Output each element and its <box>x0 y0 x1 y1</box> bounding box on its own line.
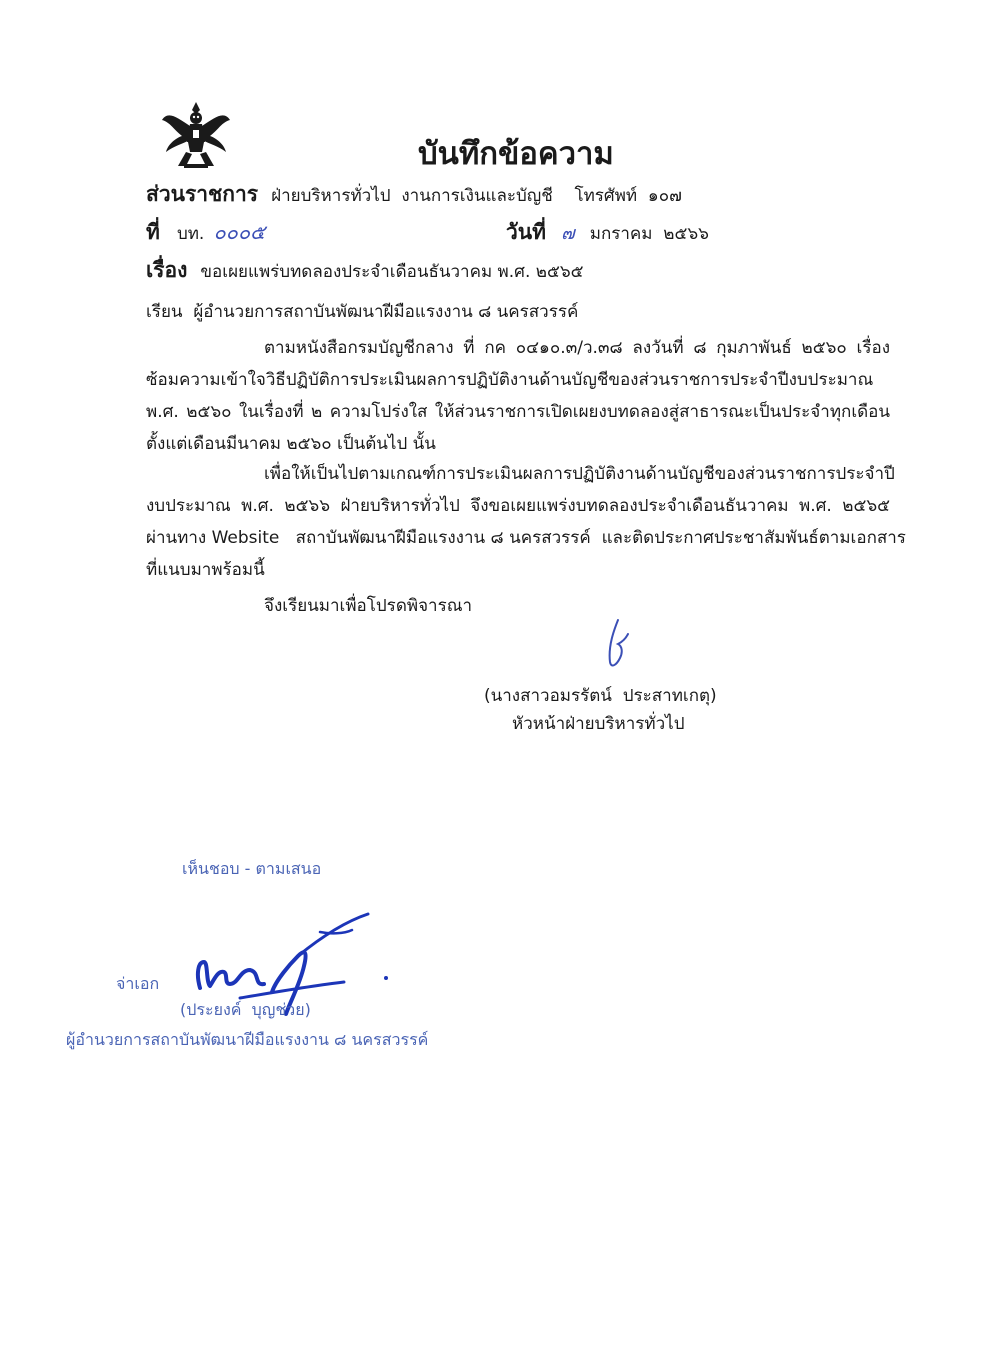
subject-value: ขอเผยแพร่บทดลองประจำเดือนธันวาคม พ.ศ. ๒๕๖๕ <box>200 262 584 282</box>
paragraph-line: ผ่านทาง Website สถาบันพัฒนาฝีมือแรงงาน ๘ นครสวรรค์ และติดประกาศประชาสัมพันธ์ตามเอกสาร <box>146 528 906 548</box>
paragraph-line: ตามหนังสือกรมบัญชีกลาง ที่ กค ๐๔๑๐.๓/ว.๓๘ ลงวันที่ ๘ กุมภาพันธ์ ๒๕๖๐ เรื่อง <box>264 338 890 358</box>
paragraph-line: ซ้อมความเข้าใจวิธีปฏิบัติการประเมินผลการปฏิบัติงานด้านบัญชีของส่วนราชการประจำปีงบประมาณ <box>146 370 874 390</box>
approver-name: (ประยงค์ บุญช่วย) <box>180 1000 311 1019</box>
approver-position: ผู้อำนวยการสถาบันพัฒนาฝีมือแรงงาน ๘ นครสวรรค์ <box>66 1030 429 1049</box>
subject-label: เรื่อง <box>146 258 188 282</box>
ref-prefix: บท. <box>176 224 205 244</box>
date-label: วันที่ <box>506 220 546 244</box>
garuda-emblem-icon <box>160 100 232 170</box>
subject-row <box>146 254 584 287</box>
approval-comment: เห็นชอบ - ตามเสนอ <box>182 859 322 878</box>
paragraph-line: เพื่อให้เป็นไปตามเกณฑ์การประเมินผลการปฏิบัติงานด้านบัญชีของส่วนราชการประจำปี <box>264 464 895 484</box>
ref-label: ที่ <box>146 220 160 244</box>
date-day: ๗ <box>561 223 575 244</box>
agency-row <box>146 178 682 211</box>
paragraph-line: งบประมาณ พ.ศ. ๒๕๖๖ ฝ่ายบริหารทั่วไป จึงขอเผยแพร่งบทดลองประจำเดือนธันวาคม พ.ศ. ๒๕๖๕ <box>146 496 890 516</box>
ref-number: ๐๐๐๕ <box>213 220 266 244</box>
signer-signature <box>596 616 636 672</box>
salutation: เรียน ผู้อำนวยการสถาบันพัฒนาฝีมือแรงงาน ๘ นครสวรรค์ <box>146 302 579 322</box>
paragraph-line: พ.ศ. ๒๕๖๐ ในเรื่องที่ ๒ ความโปร่งใส ให้ส่วนราชการเปิดเผยงบทดลองสู่สาธารณะเป็นประจำทุกเดือน <box>146 402 890 422</box>
signer-name: (นางสาวอมรรัตน์ ประสาทเกตุ) <box>484 686 717 706</box>
closing-line: จึงเรียนมาเพื่อโปรดพิจารณา <box>264 596 473 616</box>
signer-position: หัวหน้าฝ่ายบริหารทั่วไป <box>512 714 685 734</box>
paragraph-line: ตั้งแต่เดือนมีนาคม ๒๕๖๐ เป็นต้นไป นั้น <box>146 434 436 454</box>
page-title: บันทึกข้อความ <box>418 136 614 172</box>
paragraph-line: ที่แนบมาพร้อมนี้ <box>146 560 265 580</box>
body-paragraph-1 <box>146 332 890 460</box>
agency-value: ฝ่ายบริหารทั่วไป งานการเงินและบัญชี โทรศัพท์ ๑๐๗ <box>271 186 682 206</box>
body-paragraph-2 <box>146 458 906 586</box>
approver-rank: จ่าเอก <box>116 974 160 993</box>
date-row <box>506 216 709 249</box>
agency-label: ส่วนราชการ <box>146 182 259 206</box>
reference-row <box>146 216 265 249</box>
date-rest: มกราคม ๒๕๖๖ <box>589 224 709 244</box>
